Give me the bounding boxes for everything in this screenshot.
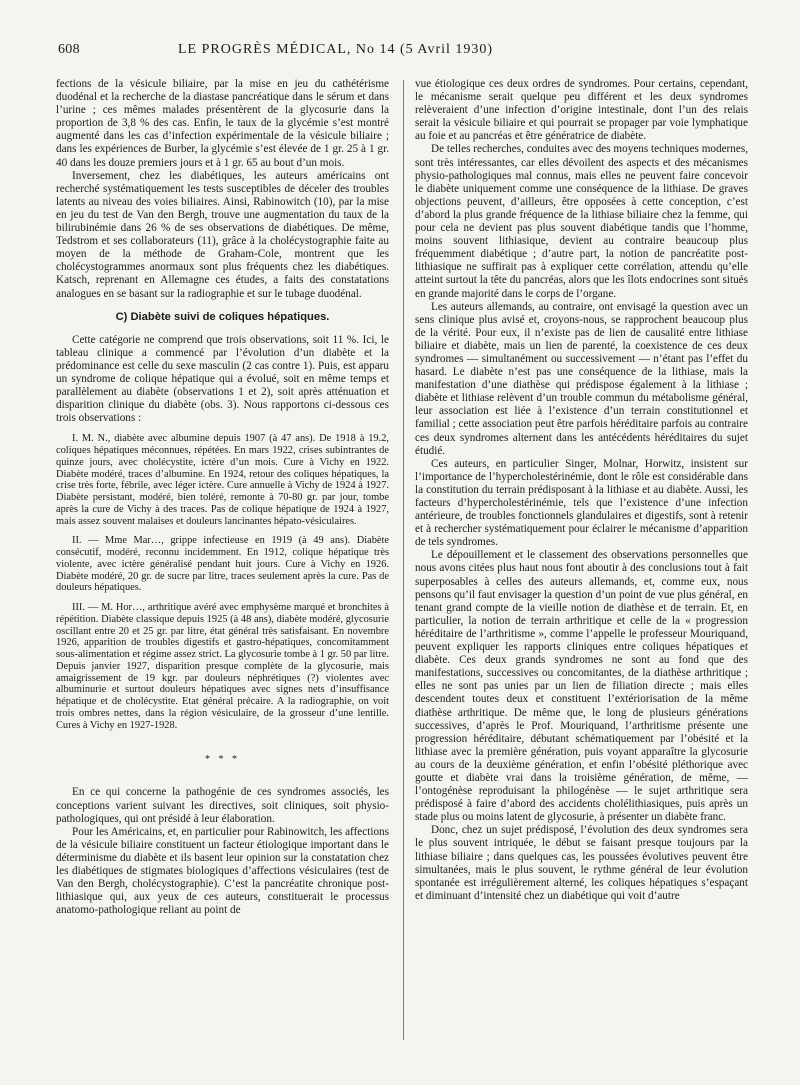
paragraph: fections de la vésicule biliaire, par la mise en jeu du cathétérisme duodénal et la recherche de la diastase pancréatique dans le sérum et dans l’urine ; ces mêmes malades présentèrent de la glycosurie dans la proportion de 3,8 % des cas. Enfin, le taux de la glycémie s’est montré augmenté dans les cas d’infection expérimentale de la vésicule biliaire ; dans les expériences de Burber, la glycémie s’est élevée de 1 gr. 25 à 1 gr. 40 dans les douze premiers jours et à 1 gr. 65 au bout d’un mois. <box>56 78 389 169</box>
running-title: LE PROGRÈS MÉDICAL, No 14 (5 Avril 1930) <box>178 42 494 57</box>
observation-1: I. M. N., diabète avec albumine depuis 1907 (à 47 ans). De 1918 à 19.2, coliques hépatiques méconnues, répétées. En mars 1922, crises subintrantes de quinze jours, avec cholécystite, ictère d’un mois. Cure à Vichy en 1922. Diabète modéré, traces d’albumine. En 1924, retour des coliques hépatiques, la crise très forte, fébrile, avec léger ictère. Cure annuelle à Vichy de 1924 à 1927. Diabète persistant, modéré, bien toléré, remonte à 70-80 gr. par jour, tombe après la cure de Vichy à des traces. Pas de colique hépatique de 1924 à 1927, mais assez souvent malaises et douleurs lancinantes hépato-vésiculaires. <box>56 433 389 527</box>
observation-2: II. — Mme Mar…, grippe infectieuse en 1919 (à 49 ans). Diabète consécutif, modéré, reconnu incidemment. En 1912, colique hépatique très violente, avec ictère généralisé pendant huit jours. Cure à Vichy en 1926. Diabète modéré, 20 gr. de sucre par litre, traces seulement après la cure. Pas de douleurs hépatiques. <box>56 535 389 594</box>
observation-3: III. — M. Hor…, arthritique avéré avec emphysème marqué et bronchites à répétition. Diabète classique depuis 1925 (à 48 ans), diabète modéré, glycosurie oscillant entre 20 et 25 gr. par litre, état général très satisfaisant. En novembre 1926, apparition de troubles digestifs et gastro-hépatiques, concomitamment sous-alimentation et régime assez strict. La glycosurie tombe à 1 gr. 50 par litre. Depuis janvier 1927, disparition presque complète de la glycosurie, mais amaigrissement de 19 kgr. par douleurs néphrétiques (?) violentes avec albuminurie et surtout douleurs hépatiques avec signes nets d’insuffisance hépatique et de cholécystite. Etat général précaire. A la radiographie, on voit trois ombres nettes, dans la région vésiculaire, de la grosseur d’une lentille. Cures à Vichy en 1927-1928. <box>56 602 389 731</box>
paragraph: Ces auteurs, en particulier Singer, Molnar, Horwitz, insistent sur l’importance de l’hypercholestérinémie, dont le rôle est considérable dans la constitution du terrain prédisposant à la lithiase et au diabète. Aussi, les facteurs d’hypercholestérinémie, tels que l’existence d’une infection antérieure, de troubles fonctionnels glandulaires et digestifs, sont à retenir et à rechercher systématiquement pour éclairer le mécanisme d’apparition de tels syndromes. <box>415 457 748 549</box>
paragraph: Pour les Américains, et, en particulier pour Rabinowitch, les affections de la vésicule biliaire constituent un facteur étiologique important dans le déterminisme du diabète et ils basent leur opinion sur la constatation chez les diabétiques de stigmates biologiques d’affections vésiculaires (test de Van den Bergh, cholécystographie). C’est la pancréatite chronique post-lithiasique qui, aux yeux de ces auteurs, constituerait le processus anatomo-pathologique reliant au point de <box>56 825 389 917</box>
page-header <box>58 42 758 62</box>
paragraph: De telles recherches, conduites avec des moyens techniques modernes, sont très intéressantes, car elles dévoilent des aspects et des mécanismes physio-pathologiques mal connus, mais elles ne peuvent faire concevoir le diabète uniquement comme une conséquence de la lithiase. De graves objections peuvent, d’ailleurs, être opposées à cette conception, c’est d’abord la plus grande fréquence de la lithiase biliaire chez la femme, qui pour cela ne devient pas plus souvent diabétique tandis que l’homme, moins souvent lithiasique, devient au contraire beaucoup plus fréquemment diabétique ; d’autre part, la notion de pancréatite post-lithiasique ne suffirait pas à expliquer cette corrélation, attendu qu’elle atteint surtout la tête du pancréas, alors que les îlots endocrines sont situés en grande majorité dans le corps de l’organe. <box>415 143 748 300</box>
column-divider <box>403 80 404 1040</box>
paragraph: vue étiologique ces deux ordres de syndromes. Pour certains, cependant, le mécanisme serait quelque peu différent et les deux syndromes relèveraient d’une infection d’origine intestinale, dont l’un des relais serait la vésicule biliaire et qui pourrait se propager par voie lymphatique au foie et au pancréas et être génératrice de diabète. <box>415 78 748 143</box>
section-heading: C) Diabète suivi de coliques hépatiques. <box>115 310 330 323</box>
paragraph: Les auteurs allemands, au contraire, ont envisagé la question avec un sens clinique plus avisé et, croyons-nous, se rapprochent beaucoup plus de la vérité. Pour eux, il n’existe pas de lien de causalité entre lithiase biliaire et diabète, mais un lien de parenté, la coexistence de ces deux syndromes — simultanément ou successivement — n’étant pas l’effet du hasard. Le diabète n’est pas une conséquence de la lithiase, mais la manifestation d’une diathèse qui prédispose également à la lithiase ; diabète et lithiase relèvent d’un trouble commun du métabolisme général, leur association est liée à l’existence d’un terrain constitutionnel et familial ; cette association peut être parfois héréditaire parfois au contraire ces deux syndromes alternent dans les antécédents héréditaires du sujet étudié. <box>415 300 748 457</box>
paragraph: Donc, chez un sujet prédisposé, l’évolution des deux syndromes sera le plus souvent intriquée, le début se faisant presque toujours par la lithiase biliaire ; dans quelques cas, les poussées évolutives peuvent être simultanées, mais le plus souvent, le rythme général de leur évolution spontanée est irrégulièrement alterné, les coliques hépatiques s’espaçant et diminuant d’intensité chez un diabétique qui voit d’autre <box>415 824 748 902</box>
paragraph: Cette catégorie ne comprend que trois observations, soit 11 %. Ici, le tableau clinique a commencé par l’évolution d’un diabète et la prédominance est celle du sexe masculin (2 cas contre 1). Puis, est apparu un syndrome de colique hépatique qui a évolué, soit en même temps et parallèlement au diabète (observations 1 et 2), soit après atténuation et disparition clinique du diabète (obs. 3). Nous rapportons ci-dessous ces trois observations : <box>56 333 389 425</box>
page-number: 608 <box>58 42 80 57</box>
paragraph: Inversement, chez les diabétiques, les auteurs américains ont recherché systématiquement les tests susceptibles de déceler des troubles latents au niveau des voies biliaires. Ainsi, Rabinowitch (10), par la mise en jeu du test de Van den Bergh, trouve une augmentation du taux de la bilirubinémie dans 26 % de ses observations de diabétiques. De même, Tedstrom et ses collaborateurs (11), grâce à la cholécystographie faite au moyen de la méthode de Graham-Cole, montrent que les cholécystogrammes anormaux sont plus fréquents chez les diabétiques. Katsch, reprenant en Allemagne ces études, a faits des constatations analogues en se basant sur la radiographie et sur le tubage duodénal. <box>56 169 389 300</box>
section-separator: * * * <box>205 754 240 766</box>
paragraph: En ce qui concerne la pathogénie de ces syndromes associés, les conceptions varient suivant les directives, soit cliniques, soit physio-pathologiques, qui ont présidé à leur élaboration. <box>56 786 389 825</box>
paragraph: Le dépouillement et le classement des observations personnelles que nous avons citées plus haut nous font aboutir à des conclusions tout à fait superposables à celles des auteurs allemands, et, comme eux, nous pensons qu’il faut envisager la question d’un point de vue plus général, en tenant grand compte de la vieille notion de diathèse et de terrain. Et, en particulier, la notion de terrain arthritique et celle de la « progression héréditaire de l’arthritisme », comme l’appelle le professeur Mouriquand, peuvent expliquer les rapports cliniques entre coliques hépatiques et diabète. Ces deux grands syndromes ne sont au fond que des manifestations, successives ou concomitantes, de la diathèse arthritique ; elles ne sont pas unies par un lien de filiation directe ; mais elles descendent toutes deux et constituent l’extériorisation de la même diathèse arthritique. De même que, le long de plusieurs générations successives, d’après le Prof. Mouriquand, l’arthritisme présente une progression héréditaire, débutant schématiquement par l’obésité et la lithiase avec la première génération, puis voyant apparaître la glycosurie au cours de la deuxième génération, et enfin l’obésité pléthorique avec goutte et diabète vrai dans la troisième génération, de même, — l’ontogénèse reproduisant la philogénèse — le sujet arthritique sera prédisposé à faire d’abord des accidents cholélithiasiques, puis après un stade plus ou moins latent de glycosurie, à présenter un diabète franc. <box>415 549 748 824</box>
right-column <box>415 78 748 903</box>
left-column <box>56 78 389 917</box>
